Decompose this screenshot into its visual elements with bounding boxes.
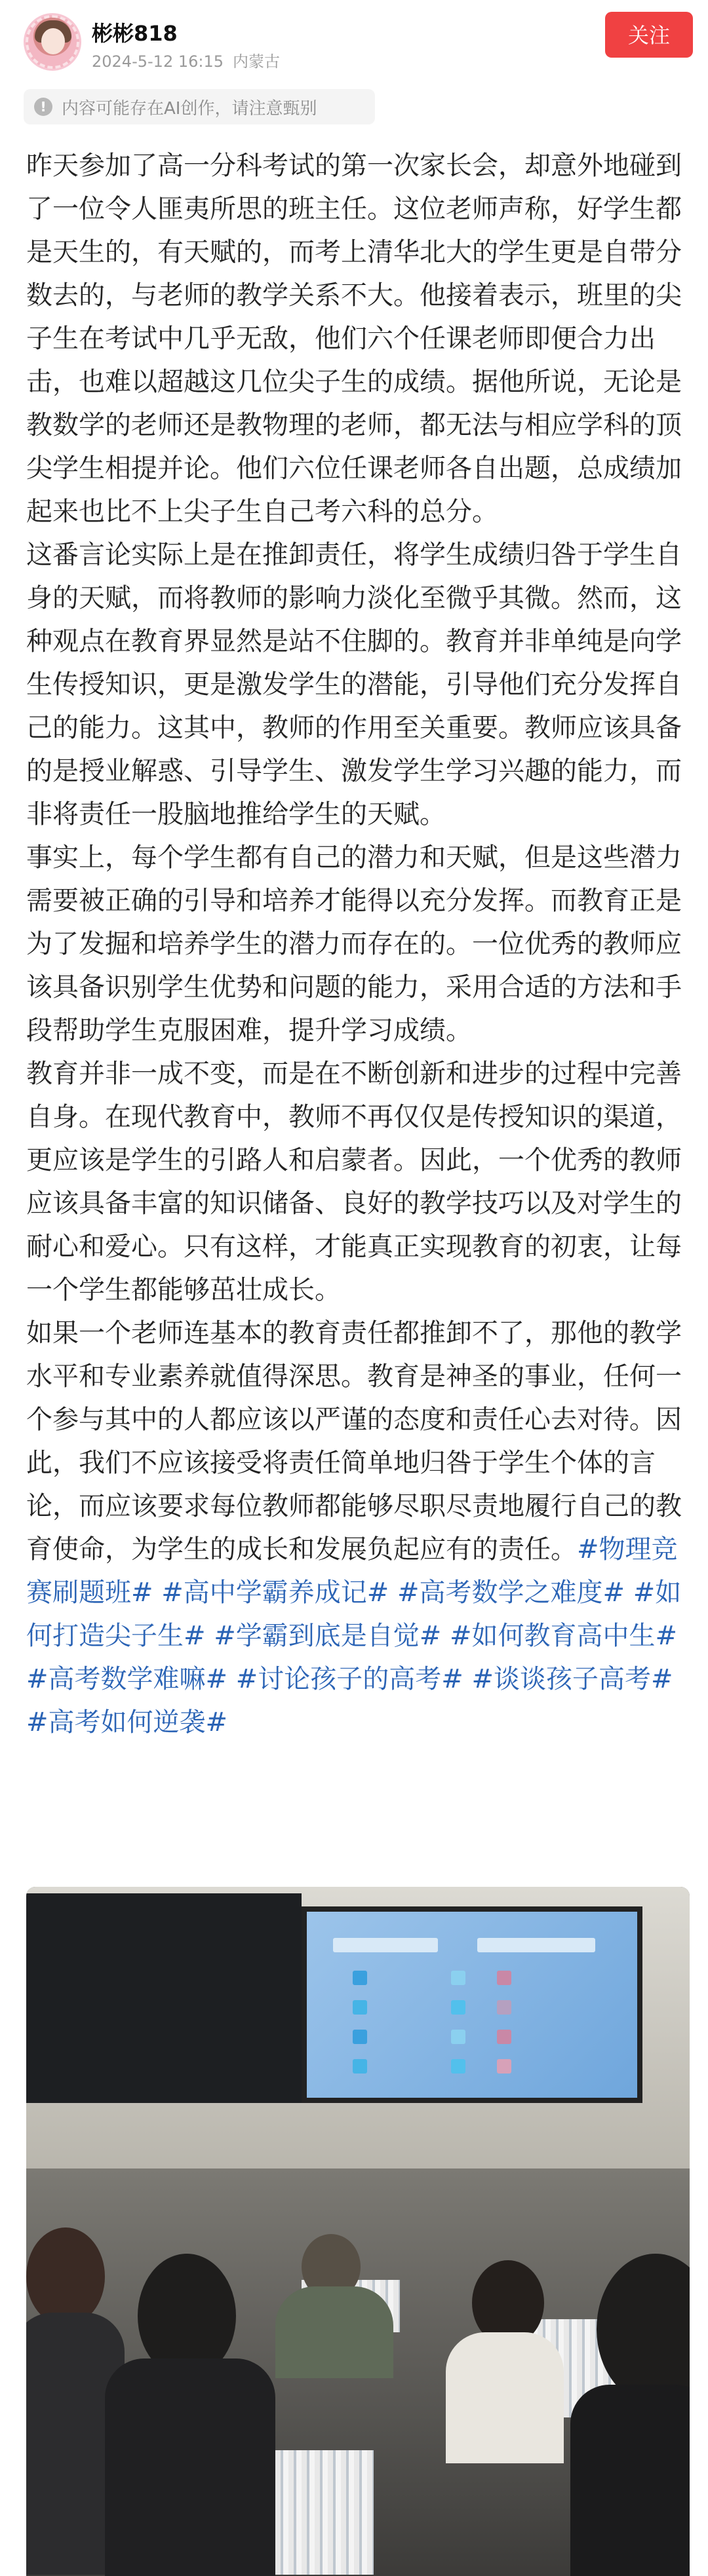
post-photo[interactable] <box>26 1887 690 2576</box>
pixelated-screen <box>302 1906 642 2103</box>
article-body <box>26 144 685 1744</box>
post-date: 2024-5-12 16:15 <box>92 52 224 71</box>
post-meta <box>92 48 289 71</box>
info-icon: ! <box>34 98 52 116</box>
parent-body <box>275 2286 393 2378</box>
username[interactable]: 彬彬818 <box>92 21 178 46</box>
hashtag-link[interactable]: #高考数学难嘛# <box>26 1664 228 1694</box>
parent-body <box>105 2358 275 2576</box>
avatar-frame <box>26 15 79 69</box>
hashtag-link[interactable]: #高考数学之难度# <box>397 1578 625 1608</box>
paragraph-5 <box>26 1312 685 1744</box>
hashtag-link[interactable]: #物理竞赛刷题班# <box>26 1534 678 1608</box>
blackboard <box>26 1893 302 2103</box>
paragraph-5-text: 如果一个老师连基本的教育责任都推卸不了，那他的教学水平和专业素养就值得深思。教育是神圣的事业，任何一个参与其中的人都应该以严谨的态度和责任心去对待。因此，我们不应该接受将责任简单地归咎于学生个体的言论，而应该要求每位教师都能够尽职尽责地履行自己的教育使命，为学生的成长和发展负起应有的责任。 <box>26 1318 682 1564</box>
parent-head <box>26 2227 105 2326</box>
hashtag-link[interactable]: #高考如何逆袭# <box>26 1707 228 1737</box>
post-header <box>0 0 708 92</box>
paragraph-1: 昨天参加了高一分科考试的第一次家长会，却意外地碰到了一位令人匪夷所思的班主任。这位老师声称，好学生都是天生的，有天赋的，而考上清华北大的学生更是自带分数去的，与老师的教学关系不大。他接着表示，班里的尖子生在考试中几乎无敌，他们六个任课老师即便合力出击，也难以超越这几位尖子生的成绩。据他所说，无论是教数学的老师还是教物理的老师，都无法与相应学科的顶尖学生相提并论。他们六位任课老师各自出题，总成绩加起来也比不上尖子生自己考六科的总分。 <box>26 151 682 527</box>
parent-body <box>446 2332 564 2463</box>
hashtag-link[interactable]: #讨论孩子的高考# <box>235 1664 463 1694</box>
paragraph-4: 教育并非一成不变，而是在不断创新和进步的过程中完善自身。在现代教育中，教师不再仅仅是传授知识的渠道，更应该是学生的引路人和启蒙者。因此，一个优秀的教师应该具备丰富的知识储备、良好的教学技巧以及对学生的耐心和爱心。只有这样，才能真正实现教育的初衷，让每一个学生都能够茁壮成长。 <box>26 1059 682 1305</box>
ai-notice-text: 内容可能存在AI创作，请注意甄别 <box>62 98 317 119</box>
paragraph-2: 这番言论实际上是在推卸责任，将学生成绩归咎于学生自身的天赋，而将教师的影响力淡化至微乎其微。然而，这种观点在教育界显然是站不住脚的。教育并非单纯是向学生传授知识，更是激发学生的潜能，引导他们充分发挥自己的能力。这其中，教师的作用至关重要。教师应该具备的是授业解惑、引导学生、激发学生学习兴趣的能力，而非将责任一股脑地推给学生的天赋。 <box>26 540 682 829</box>
ai-content-notice <box>24 89 375 124</box>
parent-body <box>570 2385 690 2576</box>
hashtag-link[interactable]: #高中学霸养成记# <box>161 1578 389 1608</box>
hashtag-link[interactable]: #如何打造尖子生# <box>26 1578 682 1651</box>
avatar[interactable] <box>24 13 81 71</box>
hashtag-link[interactable]: #如何教育高中生# <box>449 1621 678 1651</box>
post-location: 内蒙古 <box>233 52 280 71</box>
paragraph-3: 事实上，每个学生都有自己的潜力和天赋，但是这些潜力需要被正确的引导和培养才能得以充分发挥。而教育正是为了发掘和培养学生的潜力而存在的。一位优秀的教师应该具备识别学生优势和问题的能力，采用合适的方法和手段帮助学生克服困难，提升学习成绩。 <box>26 843 682 1046</box>
hashtag-link[interactable]: #学霸到底是自觉# <box>214 1621 442 1651</box>
hashtag-link[interactable]: #谈谈孩子高考# <box>471 1664 673 1694</box>
follow-button[interactable]: 关注 <box>605 12 693 58</box>
